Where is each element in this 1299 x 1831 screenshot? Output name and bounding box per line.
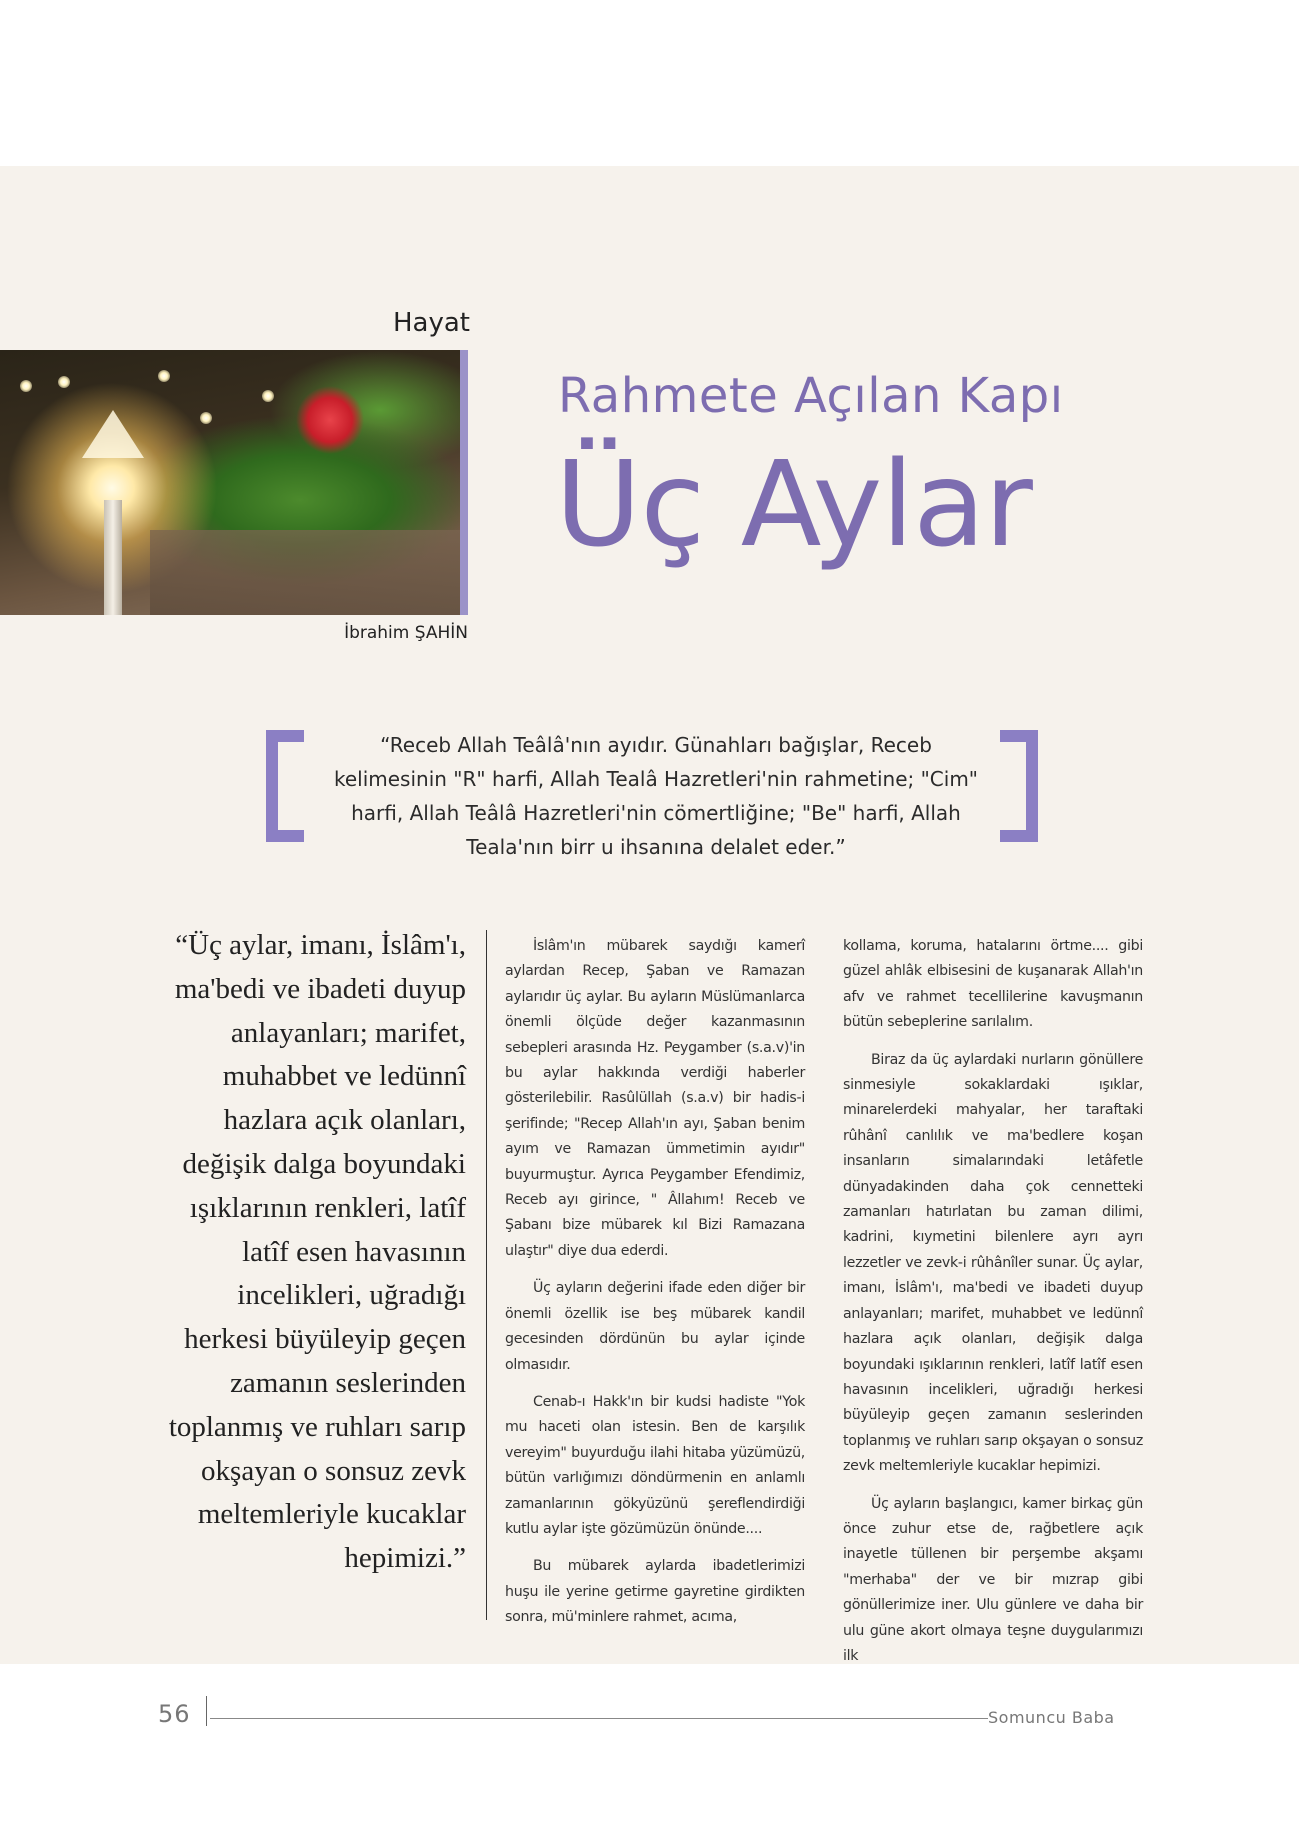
photo-light-dot [20,380,32,392]
paragraph: kollama, koruma, hatalarını örtme.... gibi güzel ahlâk elbisesini de kuşanarak Allah'ın afv ve rahmet tecellilerine kavuşmanın bütün sebeplerine sarılalım. [843,938,1143,1031]
paragraph: Cenab-ı Hakk'ın bir kudsi hadiste "Yok mu haceti olan istesin. Ben de karşılık vereyim" buyurduğu ilahi hitaba yüzümüzü, bütün varlığımızı döndürmenin en anlamlı zamanlarının gökyüzünü şereflendirdiği kutlu aylar işte gözümüzün önünde.... [505,1393,805,1537]
right-bracket [1000,730,1038,842]
paragraph: Biraz da üç aylardaki nurların gönüllere sinmesiyle sokaklardaki ışıklar, minarelerdeki mahyalar, her taraftaki rûhânî canlılık ve ma'bedlere koşan insanların simalarındaki letâfetle dünyadakinden daha çok cennetteki zamanları hatırlatan bu zaman dilimi, kadrini, kıymetini bilenlere ayrı ayrı lezzetler ve zevk-i rûhânîler sunar. Üç aylar, imanı, İslâm'ı, ma'bedi ve ibadeti duyup anlayanları; marifet, muhabbet ve ledünnî hazlara açık olanları, değişik dalga boyundaki ışıklarının renkleri, latîf latîf esen havasının incelikleri, uğradığı herkesi büyüleyip geçen zamanın seslerinden toplanmış ve ruhları sarıp okşayan o sonsuz zevk meltemleriyle kucaklar hepimizi. [843,1051,1143,1475]
author-name: İbrahim ŞAHİN [344,623,468,643]
footer-divider [206,1696,207,1726]
paragraph: Üç ayların başlangıcı, kamer birkaç gün önce zuhur etse de, rağbetlere açık inayetle tüllenen bir perşembe akşamı "merhaba" der ve bir mızrap gibi gönüllerimize iner. Ulu günlere ve daha bir ulu güne akort olmaya teşne duygularımızı ilk [843,1495,1143,1664]
lantern-photo [0,350,460,615]
text-column-2 [843,934,1143,1681]
photo-light-dot [158,370,170,382]
article-subtitle: Rahmete Açılan Kapı [558,368,1064,424]
magazine-name: Somuncu Baba [988,1708,1115,1727]
photo-light-dot [262,390,274,402]
left-bracket [266,730,304,842]
column-divider [486,930,487,1620]
paragraph: Bu mübarek aylarda ibadetlerimizi huşu ile yerine getirme gayretine girdikten sonra, mü'minlere rahmet, acıma, [505,1558,805,1626]
photo-lamp-post [104,500,122,615]
footer-rule [210,1718,988,1719]
page-number: 56 [158,1700,191,1728]
photo-edge-bar [460,350,468,615]
article-title: Üç Aylar [555,435,1032,573]
text-column-1 [505,934,805,1643]
photo-light-dot [58,376,70,388]
paragraph: İslâm'ın mübarek saydığı kamerî aylardan Recep, Şaban ve Ramazan aylarıdır üç aylar. Bu ayların Müslümanlarca önemli ölçüde değer kazanmasının sebepleri arasında Hz. Peygamber (s.a.v)'in bu aylar hakkında verdiği haberler gösterilebilir. Rasûlüllah (s.a.v) bir hadis-i şerifinde; "Recep Allah'ın ayı, Şaban benim ayım ve Ramazan ümmetimin ayıdır" buyurmuştur. Ayrıca Peygamber Efendimiz, Receb ayı girince, " Âllahım! Receb ve Şabanı bize mübarek kıl Bizi Ramazana ulaştır" diye dua ederdi. [505,938,805,1259]
paragraph: Üç ayların değerini ifade eden diğer bir önemli özellik ise beş mübarek kandil gecesinden dördünün bu aylar içinde olmasıdır. [505,1280,805,1373]
photo-wall [150,530,460,615]
photo-light-dot [200,412,212,424]
photo-lamp-roof [82,410,144,458]
side-quote: “Üç aylar, imanı, İslâm'ı, ma'bedi ve ibadeti duyup anlayanları; marifet, muhabbet ve ledünnî hazlara açık olanları, değişik dalga boyundaki ışıklarının renkleri, latîf latîf esen havasının incelikleri, uğradığı herkesi büyüleyip geçen zamanın seslerinden toplanmış ve ruhları sarıp okşayan o sonsuz zevk meltemleriyle kucaklar hepimizi.” [168,929,466,1575]
section-label: Hayat [393,308,470,338]
pull-quote: “Receb Allah Teâlâ'nın ayıdır. Günahları bağışlar, Receb kelimesinin "R" harfi, Allah Tealâ Hazretleri'nin rahmetine; "Cim" harfi, Allah Teâlâ Hazretleri'nin cömertliğine; "Be" harfi, Allah Teala'nın birr u ihsanına delalet eder.” [333,733,978,859]
